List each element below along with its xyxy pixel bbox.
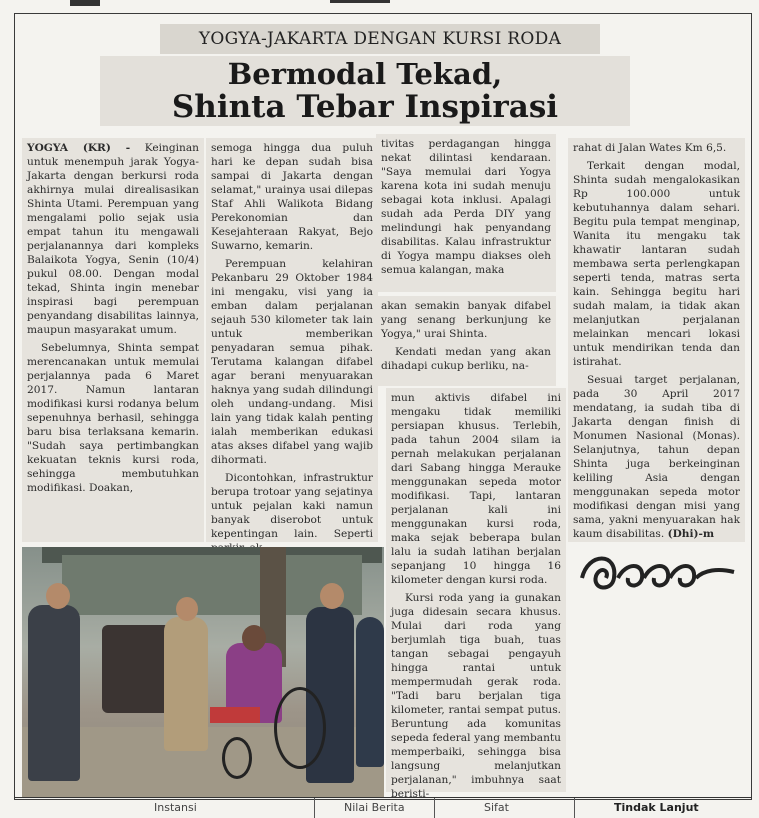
photo-wheelchair-wheel <box>222 737 252 779</box>
paragraph: semoga hingga dua puluh hari ke depan sudah bisa sampai di Jakarta dengan selamat," urainya usai dilepas Staf Ahli Walikota Bidang Perekonomian dan Kesejahteraan Rakyat, Bejo Suwarno, kemarin. <box>211 142 373 252</box>
news-photo <box>22 547 384 797</box>
form-label-nilai-berita: Nilai Berita <box>344 801 405 814</box>
paragraph-text: Keinginan untuk menempuh jarak Yogya-Jakarta dengan berkursi roda akhirnya mulai direalisasikan Shinta Utami. Perempuan yang mengalami polio sejak usia empat tahun itu mengawali perjalanannya dari kompleks Balaikota Yogya, Senin (10/4) pukul 08.00. Dengan modal tekad, Shinta ingin menebar inspirasi bagi perempuan penyandang disabilitas lainnya, maupun masyarakat umum. <box>27 142 199 336</box>
form-label-sifat: Sifat <box>484 801 509 814</box>
kicker-heading: YOGYA-JAKARTA DENGAN KURSI RODA <box>160 24 600 54</box>
photo-wheelchair-wheel <box>274 687 326 769</box>
archive-form-table <box>14 797 752 817</box>
paragraph: Sebelumnya, Shinta sempat merencanakan untuk memulai perjalannya pada 6 Maret 2017. Namun lantaran modifikasi kursi rodanya belum sepenuhnya berhasil, sehingga baru bisa terlaksana kemarin. "Sudah saya pertimbangkan kekuatan teknis kursi roda, sehingga membutuhkan modifikasi. Doakan, <box>27 342 199 494</box>
article-column-2 <box>206 138 378 542</box>
byline: (Dhi)-m <box>667 528 715 540</box>
photo-person <box>28 605 80 781</box>
paragraph: tivitas perdagangan hingga nekat dilintasi kendaraan. "Saya memulai dari Yogya karena kota ini sudah menuju sebagai kota inklusi. Apalagi sudah ada Perda DIY yang melindungi hak penyandang disabilitas. Kalau infrastruktur di Yogya mampu diakses oleh semua kalangan, maka <box>381 138 551 276</box>
form-label-tindak-lanjut: Tindak Lanjut <box>614 801 699 814</box>
headline-line-2: Shinta Tebar Inspirasi <box>171 89 559 125</box>
scan-mark <box>330 0 390 3</box>
headline <box>100 56 630 126</box>
paragraph: Kendati medan yang akan dihadapi cukup berliku, na- <box>381 346 551 372</box>
table-divider <box>434 798 435 818</box>
article-column-1 <box>22 138 204 542</box>
photo-person <box>164 617 208 751</box>
paragraph-text: Sesuai target perjalanan, pada 30 April 2017 mendatang, ia sudah tiba di Jakarta dengan finish di Monumen Nasional (Monas). Selanjutnya, tahun depan Shinta juga berkeinginan keliling Asia dengan menggunakan sepeda motor modifikasi dengan misi yang sama, yakni menyuarakan hak kaum disabilitas. <box>573 374 740 540</box>
paragraph: akan semakin banyak difabel yang senang berkunjung ke Yogya," urai Shinta. <box>381 300 551 340</box>
photo-building <box>62 555 362 615</box>
ornament-swirl-icon <box>578 548 738 596</box>
table-divider <box>574 798 575 818</box>
headline-line-1: Bermodal Tekad, <box>227 57 503 91</box>
paragraph: Kursi roda yang ia gunakan juga didesain secara khusus. Mulai dari roda yang berjumlah tiga buah, tuas tangan sebagai pengayuh hingga rantai untuk mempermudah gerak roda. "Tadi baru berjalan tiga kilometer, rantai sempat putus. Beruntung ada komunitas sepeda federal yang membantu memperbaiki, sehingga bisa langsung melanjutkan perjalanan," imbuhnya saat beristi- <box>391 592 561 800</box>
paragraph: Terkait dengan modal, Shinta sudah mengalokasikan Rp 100.000 untuk kebutuhannya dalam sehari. Begitu pula tempat menginap, Wanita itu mengaku tak khawatir lantaran sudah membawa serta perlengkapan seperti tenda, matras serta kain. Sehingga begitu hari sudah malam, ia tidak akan melanjutkan perjalanan melainkan mencari lokasi untuk mendirikan tenda dan istirahat. <box>573 160 740 368</box>
paragraph: Dicontohkan, infrastruktur berupa trotoar yang sejatinya untuk pejalan kaki namun banyak diserobot untuk kepentingan lain. Seperti <box>211 472 373 540</box>
article-column-3-bottom <box>386 388 566 800</box>
photo-person-head <box>176 597 198 621</box>
paragraph <box>573 373 740 541</box>
paragraph <box>27 141 199 337</box>
paragraph: mun aktivis difabel ini mengaku tidak memiliki persiapan khusus. Terlebih, pada tahun 2004 silam ia pernah melakukan perjalanan dari Sabang hingga Merauke menggunakan sepeda motor modifikasi. Tapi, lantaran perjalanan kali ini menggunakan kursi roda, maka sejak beberapa bulan lalu ia sudah latihan berjalan sepanjang 10 hingga 16 kilometer dengan kursi roda. <box>391 392 561 586</box>
photo-wheelchair-frame <box>210 707 260 723</box>
table-divider <box>314 798 315 818</box>
photo-person-head <box>320 583 344 609</box>
dateline: YOGYA (KR) - <box>27 142 131 154</box>
form-label-instansi: Instansi <box>154 801 197 814</box>
paragraph: Perempuan kelahiran Pekanbaru 29 Oktober 1984 ini mengaku, visi yang ia emban dalam perjalanan sejauh 530 kilometer tak lain untuk memberikan penyadaran semua pihak. Terutama kalangan difabel agar berani menyuarakan haknya yang sudah dilindungi oleh undang-undang. Misi lain yang tidak kalah penting ialah memberikan edukasi atas akses difabel yang wajib dihormati. <box>211 258 373 466</box>
scan-mark <box>70 0 100 6</box>
article-column-3-top <box>376 134 556 292</box>
article-column-4 <box>568 138 745 542</box>
photo-person-head <box>46 583 70 609</box>
article-column-3-middle <box>376 296 556 386</box>
paragraph: rahat di Jalan Wates Km 6,5. <box>573 142 727 154</box>
photo-person <box>356 617 384 767</box>
photo-person-head <box>242 625 266 651</box>
